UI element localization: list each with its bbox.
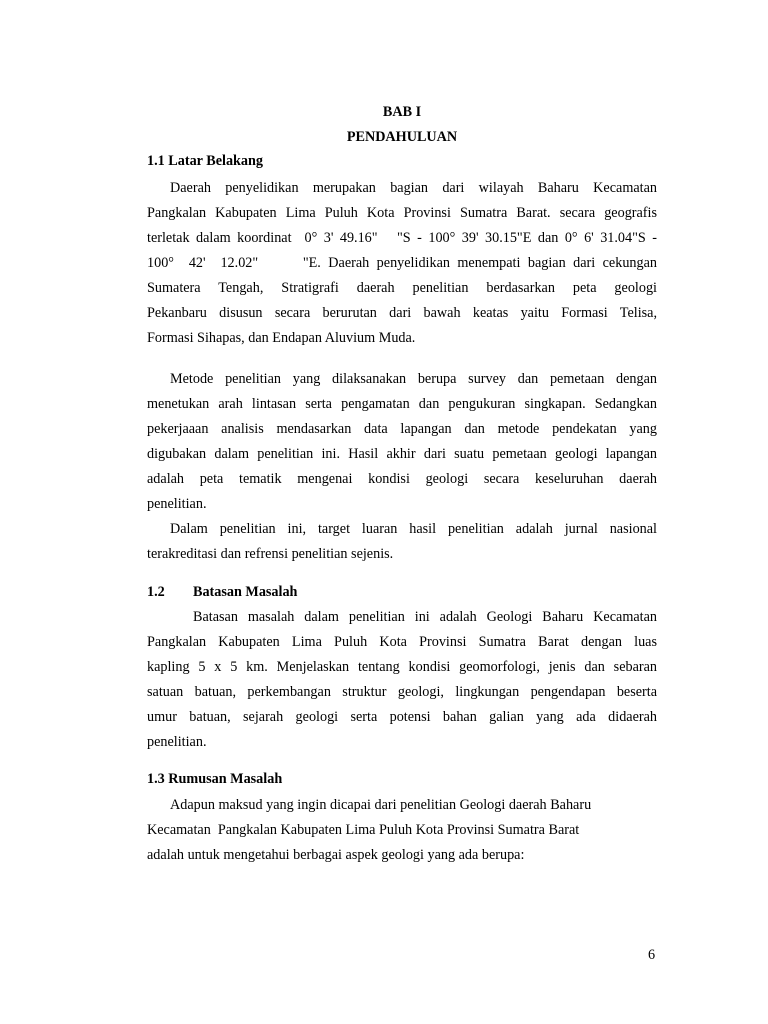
text-line: penelitian. (147, 496, 207, 512)
text-line: Pekanbaru disusun secara berurutan dari bawah keatas yaitu Formasi Telisa, (147, 305, 657, 321)
text-line: Dalam penelitian ini, target luaran hasil penelitian adalah jurnal nasional (170, 521, 657, 537)
paragraph-batasan-masalah (147, 605, 657, 755)
text-line: Kecamatan Pangkalan Kabupaten Lima Puluh Kota Provinsi Sumatra Barat (147, 822, 580, 838)
text-line: Pangkalan Kabupaten Lima Puluh Kota Provinsi Sumatra Barat. secara geografis (147, 205, 657, 221)
text-line: terletak dalam koordinat 0° 3' 49.16" "S - 100° 39' 30.15"E dan 0° 6' 31.04"S - (147, 230, 657, 246)
text-line: menetukan arah lintasan serta pengamatan dan pengukuran singkapan. Sedangkan (147, 396, 657, 412)
text-line: Adapun maksud yang ingin dicapai dari penelitian Geologi daerah Baharu (170, 797, 592, 813)
text-line: kapling 5 x 5 km. Menjelaskan tentang kondisi geomorfologi, jenis dan sebaran (147, 659, 657, 675)
text-line: adalah untuk mengetahui berbagai aspek geologi yang ada berupa: (147, 847, 525, 863)
text-line: penelitian. (147, 734, 207, 750)
text-line: Pangkalan Kabupaten Lima Puluh Kota Provinsi Sumatra Barat dengan luas (147, 634, 657, 650)
text-line: terakreditasi dan refrensi penelitian sejenis. (147, 546, 394, 562)
section-heading-rumusan-masalah: 1.3 Rumusan Masalah (147, 771, 283, 787)
text-line: Batasan masalah dalam penelitian ini adalah Geologi Baharu Kecamatan (193, 609, 657, 625)
chapter-number: BAB I (382, 104, 422, 120)
text-line: Sumatera Tengah, Stratigrafi daerah penelitian berdasarkan peta geologi (147, 280, 657, 296)
chapter-title: PENDAHULUAN (346, 129, 458, 145)
paragraph-latar-belakang-2 (147, 367, 657, 517)
text-line: Metode penelitian yang dilaksanakan berupa survey dan pemetaan dengan (170, 371, 657, 387)
text-line: 100° 42' 12.02" "E. Daerah penyelidikan menempati bagian dari cekungan (147, 255, 657, 271)
text-line: pekerjaaan analisis mendasarkan data lapangan dan metode pendekatan yang (147, 421, 657, 437)
text-line: Formasi Sihapas, dan Endapan Aluvium Muda. (147, 330, 416, 346)
paragraph-rumusan-masalah (147, 793, 657, 868)
section-title: Batasan Masalah (193, 584, 298, 600)
text-line: Daerah penyelidikan merupakan bagian dari wilayah Baharu Kecamatan (170, 180, 657, 196)
paragraph-latar-belakang-1 (147, 176, 657, 351)
text-line: digubakan dalam penelitian ini. Hasil akhir dari suatu pemetaan geologi lapangan (147, 446, 657, 462)
section-heading-latar-belakang: 1.1 Latar Belakang (147, 153, 264, 169)
paragraph-latar-belakang-3 (147, 517, 657, 567)
text-line: adalah peta tematik mengenai kondisi geologi secara keseluruhan daerah (147, 471, 657, 487)
page-number: 6 (648, 947, 656, 963)
section-number: 1.2 (147, 584, 165, 600)
text-line: umur batuan, sejarah geologi serta potensi bahan galian yang ada didaerah (147, 709, 657, 725)
section-heading-batasan-masalah (147, 584, 298, 601)
text-line: satuan batuan, perkembangan struktur geologi, lingkungan pengendapan beserta (147, 684, 657, 700)
